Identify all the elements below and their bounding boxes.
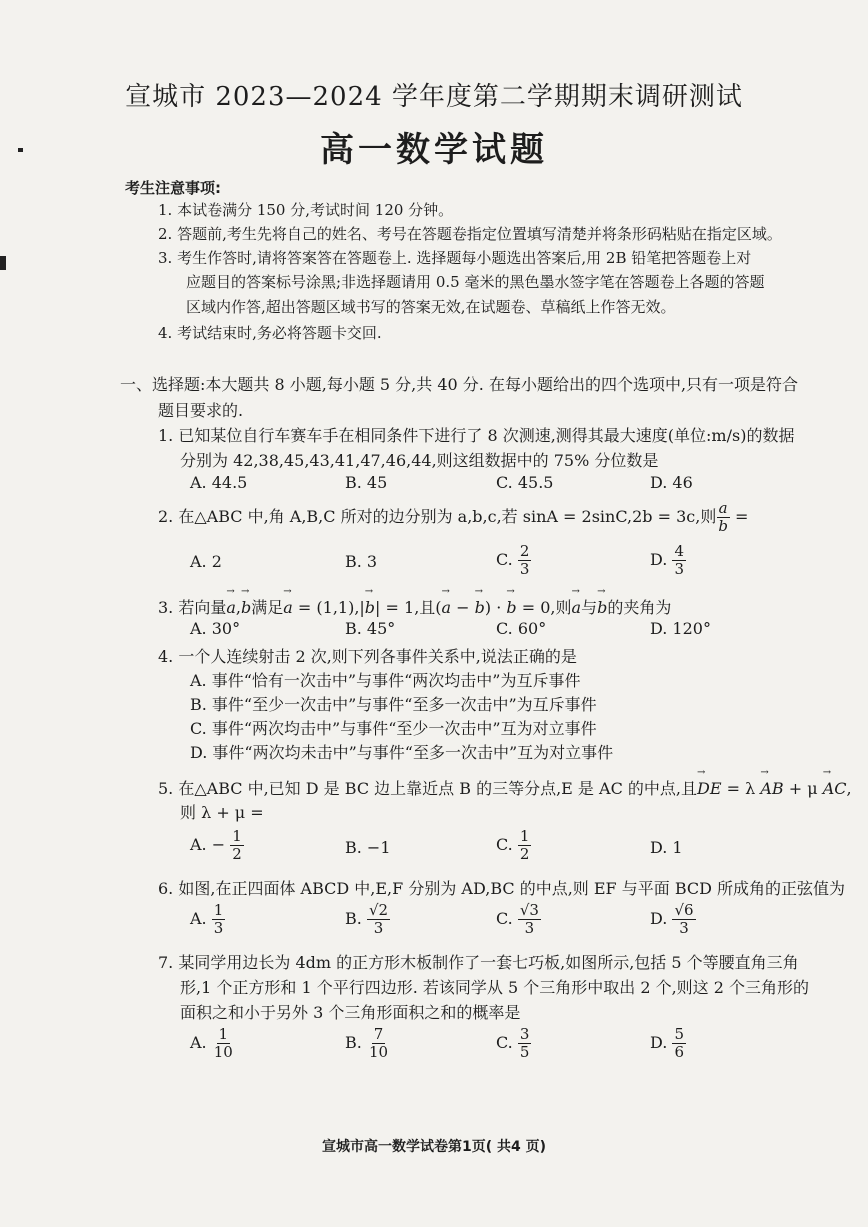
note-item-continuation: 应题目的答案标号涂黑;非选择题请用 0.5 毫米的黑色墨水签字笔在答题卷上各题的答题 — [186, 273, 765, 291]
frac-num: 1 — [232, 827, 242, 845]
q2-frac-num: a — [718, 499, 728, 517]
frac-num: 1 — [519, 827, 530, 845]
frac-num: 7 — [373, 1025, 384, 1043]
q2-option-d — [650, 543, 686, 578]
text: 的夹角为 — [607, 598, 672, 617]
scan-mark — [0, 256, 6, 270]
frac-den: 3 — [674, 560, 684, 578]
vector-a: → a — [226, 598, 236, 617]
q1-option-d: D. 46 — [650, 473, 693, 492]
vector-b: → b — [475, 598, 485, 617]
q7-option-a-label: A. — [190, 1033, 207, 1052]
text: = (1,1),| — [292, 598, 365, 617]
frac-den: 3 — [679, 919, 689, 937]
frac-num: 2 — [519, 542, 530, 560]
q5-option-a-frac — [230, 828, 244, 863]
frac-den: 3 — [519, 560, 530, 578]
q3-option-c: C. 60° — [496, 619, 547, 638]
frac-den: 2 — [519, 845, 530, 863]
q7-option-c-frac — [518, 1026, 532, 1061]
q4-option-b: B. 事件“至少一次击中”与事件“至多一次击中”为互斥事件 — [190, 695, 597, 714]
question-7-stem-continuation: 面积之和小于另外 3 个三角形面积之和的概率是 — [180, 1003, 521, 1022]
q7-option-d-label: D. — [650, 1033, 668, 1052]
vector-b: → b — [365, 598, 375, 617]
q7-option-d-frac — [672, 1026, 686, 1061]
text: , — [846, 779, 852, 798]
q7-option-a-frac — [212, 1026, 235, 1061]
q7-option-b-label: B. — [345, 1033, 362, 1052]
q7-option-c — [496, 1026, 531, 1061]
q3-option-b: B. 45° — [345, 619, 396, 638]
q2-option-c-frac — [518, 543, 532, 578]
text: + μ — [783, 779, 823, 798]
frac-den: 6 — [674, 1043, 684, 1061]
q6-option-b-label: B. — [345, 909, 362, 928]
q5-option-c — [496, 828, 531, 863]
vector-b: → b — [241, 598, 251, 617]
vector-b: → b — [597, 598, 607, 617]
text: = 0,则 — [516, 598, 572, 617]
q5-option-a — [190, 828, 244, 863]
frac-den: 3 — [373, 919, 384, 937]
frac-den: 10 — [368, 1043, 389, 1061]
q2-tail: = — [729, 507, 749, 526]
q6-option-b-frac — [367, 902, 390, 937]
text: , — [235, 598, 241, 617]
text: 与 — [581, 598, 598, 617]
frac-den: 2 — [232, 845, 242, 863]
exam-subject-title: 高一数学试题 — [320, 130, 548, 170]
vector-b: → b — [506, 598, 516, 617]
text: 5. 在△ABC 中,已知 D 是 BC 边上靠近点 B 的三等分点,E 是 AC 的中点,且 — [158, 779, 697, 798]
q5-option-c-label: C. — [496, 835, 513, 854]
q2-option-c-label: C. — [496, 550, 513, 569]
q1-option-c: C. 45.5 — [496, 473, 554, 492]
question-7-stem-continuation: 形,1 个正方形和 1 个平行四边形. 若该同学从 5 个三角形中取出 2 个,则这 2 个三角形的 — [180, 978, 810, 997]
section-heading-continuation: 题目要求的. — [158, 401, 244, 420]
text: 满足 — [251, 598, 284, 617]
q2-option-a: A. 2 — [190, 552, 222, 571]
q6-option-d — [650, 902, 696, 937]
q3-option-d: D. 120° — [650, 619, 711, 638]
q7-option-b — [345, 1026, 390, 1061]
q5-option-d: D. 1 — [650, 838, 683, 857]
frac-num: √3 — [519, 901, 539, 919]
q2-option-d-label: D. — [650, 550, 668, 569]
notes-heading: 考生注意事项: — [125, 179, 221, 197]
q6-option-d-frac — [672, 902, 695, 937]
exam-header-title: 宣城市 2023—2024 学年度第二学期期末调研测试 — [125, 82, 743, 112]
question-1-stem-continuation: 分别为 42,38,45,43,41,47,46,44,则这组数据中的 75% 分位数是 — [180, 451, 659, 470]
q7-option-d — [650, 1026, 686, 1061]
q1-option-a: A. 44.5 — [190, 473, 248, 492]
q2-text: 2. 在△ABC 中,角 A,B,C 所对的边分别为 a,b,c,若 sinA = 2sinC,2b = 3c,则 — [158, 507, 717, 526]
text: | = 1,且( — [375, 598, 442, 617]
text: − — [451, 598, 475, 617]
q1-option-b: B. 45 — [345, 473, 388, 492]
frac-num: 5 — [674, 1025, 684, 1043]
frac-num: 1 — [213, 901, 224, 919]
q2-option-d-frac — [672, 543, 686, 578]
q6-option-a-label: A. — [190, 909, 207, 928]
q6-option-d-label: D. — [650, 909, 668, 928]
vector-a: → a — [283, 598, 293, 617]
q6-option-c — [496, 902, 541, 937]
text: ) · — [484, 598, 507, 617]
question-5-stem-continuation: 则 λ + μ = — [180, 803, 264, 822]
question-5-stem — [158, 776, 852, 799]
page-footer: 宣城市高一数学试卷第1页( 共4 页) — [321, 1139, 547, 1155]
q4-option-a: A. 事件“恰有一次击中”与事件“两次均击中”为互斥事件 — [190, 671, 581, 690]
vector-a: → a — [442, 598, 452, 617]
q2-option-b: B. 3 — [345, 552, 378, 571]
vector-ac: → AC — [823, 779, 847, 798]
q6-option-c-frac — [518, 902, 541, 937]
q3-option-a: A. 30° — [190, 619, 241, 638]
q7-option-b-frac — [367, 1026, 390, 1061]
note-item: 4. 考试结束时,务必将答题卡交回. — [158, 324, 382, 342]
q5-option-c-frac — [518, 828, 532, 863]
frac-num: 4 — [674, 542, 684, 560]
q5-option-a-label: A. − — [190, 835, 226, 854]
q6-option-a-frac — [212, 902, 226, 937]
frac-den: 5 — [519, 1043, 530, 1061]
question-1-stem: 1. 已知某位自行车赛车手在相同条件下进行了 8 次测速,测得其最大速度(单位:m/s)的数据 — [158, 426, 795, 445]
frac-den: 10 — [213, 1043, 233, 1061]
q7-option-c-label: C. — [496, 1033, 513, 1052]
question-4-stem: 4. 一个人连续射击 2 次,则下列各事件关系中,说法正确的是 — [158, 647, 577, 666]
q5-option-b: B. −1 — [345, 838, 391, 857]
q4-option-c: C. 事件“两次均击中”与事件“至少一次击中”互为对立事件 — [190, 719, 597, 738]
question-2-stem — [158, 500, 748, 535]
vector-de: → DE — [697, 779, 722, 798]
q6-option-b — [345, 902, 390, 937]
question-6-stem: 6. 如图,在正四面体 ABCD 中,E,F 分别为 AD,BC 的中点,则 EF 与平面 BCD 所成角的正弦值为 — [158, 879, 846, 898]
q6-option-a — [190, 902, 225, 937]
frac-num: √6 — [674, 901, 694, 919]
question-7-stem: 7. 某同学用边长为 4dm 的正方形木板制作了一套七巧板,如图所示,包括 5 个等腰直角三角 — [158, 953, 799, 972]
q2-frac-den: b — [718, 517, 728, 535]
q6-option-c-label: C. — [496, 909, 513, 928]
q2-fraction — [716, 500, 730, 535]
q2-option-c — [496, 543, 531, 578]
frac-den: 3 — [213, 919, 224, 937]
frac-den: 3 — [524, 919, 535, 937]
frac-num: 1 — [218, 1025, 229, 1043]
frac-num: 3 — [519, 1025, 530, 1043]
vector-ab: → AB — [760, 779, 783, 798]
text: = λ — [721, 779, 761, 798]
note-item-continuation: 区域内作答,超出答题区域书写的答案无效,在试题卷、草稿纸上作答无效。 — [186, 298, 676, 316]
vector-a: → a — [572, 598, 582, 617]
q4-option-d: D. 事件“两次均未击中”与事件“至多一次击中”互为对立事件 — [190, 743, 614, 762]
note-item: 2. 答题前,考生先将自己的姓名、考号在答题卷指定位置填写清楚并将条形码粘贴在指定区域。 — [158, 225, 782, 243]
q7-option-a — [190, 1026, 235, 1061]
question-3-stem — [158, 595, 671, 618]
frac-num: √2 — [368, 901, 389, 919]
text: 3. 若向量 — [158, 598, 227, 617]
section-heading: 一、选择题:本大题共 8 小题,每小题 5 分,共 40 分. 在每小题给出的四个选项中,只有一项是符合 — [120, 375, 799, 394]
note-item: 1. 本试卷满分 150 分,考试时间 120 分钟。 — [158, 201, 454, 219]
note-item: 3. 考生作答时,请将答案答在答题卷上. 选择题每小题选出答案后,用 2B 铅笔把答题卷上对 — [158, 249, 752, 267]
